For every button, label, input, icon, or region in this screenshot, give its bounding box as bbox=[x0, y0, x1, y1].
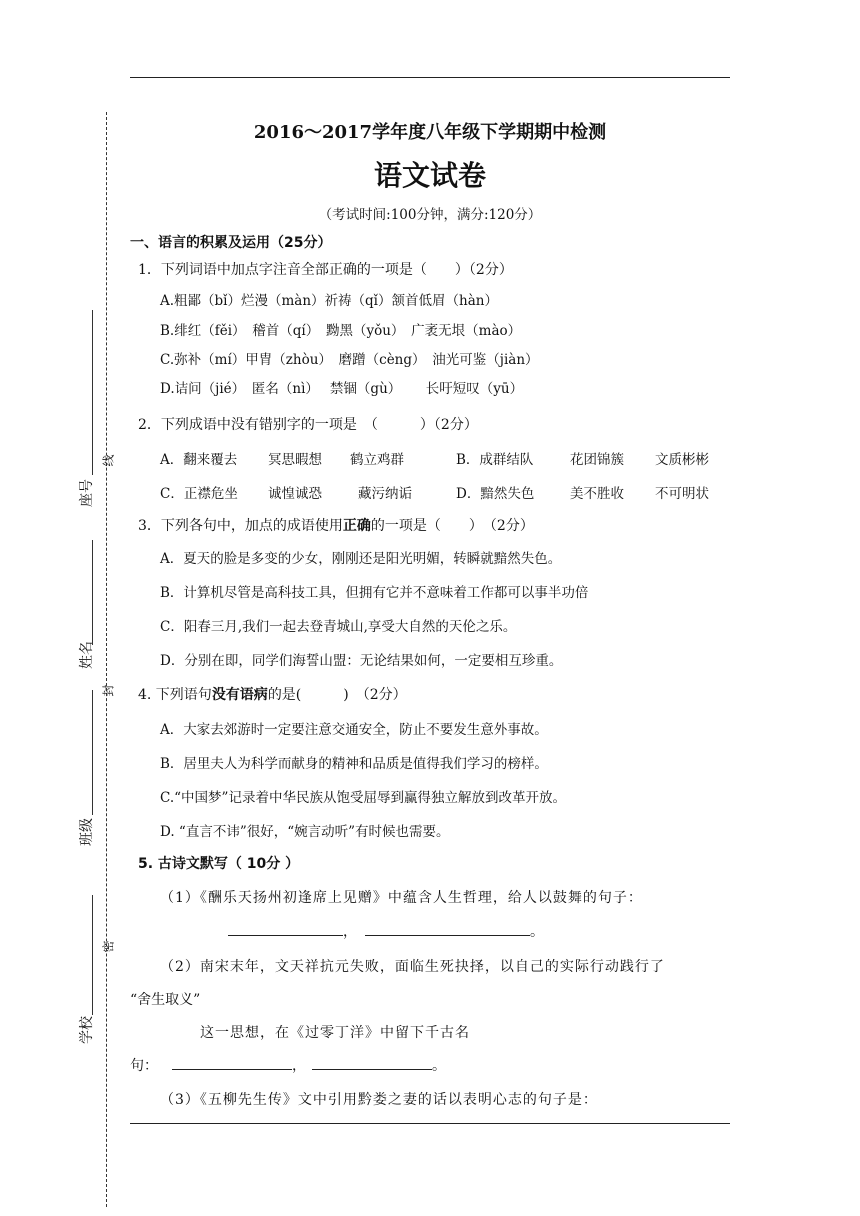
class-underline bbox=[92, 690, 93, 815]
q2-item: 冥思暇想 bbox=[268, 452, 322, 468]
answer-blank[interactable] bbox=[172, 1055, 292, 1070]
answer-blank[interactable] bbox=[365, 921, 530, 936]
q2-item: A．翻来覆去 bbox=[160, 452, 238, 468]
q5-part1-blanks: ， 。 bbox=[228, 921, 544, 941]
name-label: 姓名 bbox=[79, 641, 95, 669]
q2-item: D．黯然失色 bbox=[456, 486, 535, 502]
q1-stem: 1．下列词语中加点字注音全部正确的一项是（ ）（2分） bbox=[138, 262, 513, 278]
q1-option-c: C.弥补（mí）甲胄（zhòu） 磨蹭（cèng） 油光可鉴（jiàn） bbox=[160, 352, 539, 368]
q2-item: 鹤立鸡群 bbox=[350, 452, 404, 468]
q4-option-b: B．居里夫人为科学而献身的精神和品质是值得我们学习的榜样。 bbox=[160, 756, 548, 772]
school-underline bbox=[92, 895, 93, 1015]
q4-option-c: C.“中国梦”记录着中华民族从饱受屈辱到赢得独立解放到改革开放。 bbox=[160, 790, 566, 806]
q3-option-d: D．分别在即，同学们海誓山盟：无论结果如何，一定要相互珍重。 bbox=[160, 653, 563, 669]
q1-option-a: A.粗鄙（bǐ）烂漫（màn）祈祷（qǐ）颔首低眉（hàn） bbox=[160, 293, 498, 309]
seat-label: 座号 bbox=[79, 479, 95, 507]
bottom-rule bbox=[130, 1123, 730, 1124]
top-rule bbox=[130, 77, 730, 78]
q2-item: 诚惶诚恐 bbox=[268, 486, 322, 502]
q4-option-a: A．大家去郊游时一定要注意交通安全，防止不要发生意外事故。 bbox=[160, 722, 548, 738]
name-underline bbox=[92, 540, 93, 645]
exam-info: （考试时间:100分钟，满分:120分） bbox=[318, 207, 542, 223]
q2-stem: 2．下列成语中没有错别字的一项是 （ ）（2分） bbox=[138, 417, 478, 433]
answer-blank[interactable] bbox=[228, 921, 343, 936]
q5-part2-line1: （2）南宋末年，文天祥抗元失败，面临生死抉择，以自己的实际行动践行了 bbox=[160, 959, 665, 975]
q3-stem: 3．下列各句中，加点的成语使用正确的一项是（ ） （2分） bbox=[138, 518, 534, 534]
q5-part3: （3）《五柳先生传》文中引用黔娄之妻的话以表明心志的句子是： bbox=[160, 1092, 598, 1108]
school-label: 学校 bbox=[79, 1016, 95, 1044]
answer-blank[interactable] bbox=[312, 1055, 432, 1070]
q5-part2-line2: “舍生取义” bbox=[130, 992, 201, 1008]
paper-subtitle: 语文试卷 bbox=[373, 159, 486, 192]
q1-option-d: D.诘问（jié） 匿名（nì） 禁锢（gù） 长吁短叹（yū） bbox=[160, 381, 524, 397]
q2-item: 花团锦簇 bbox=[570, 452, 624, 468]
seal-mark: 封 bbox=[101, 684, 116, 697]
exam-title: 2016～2017学年度八年级下学期期中检测 bbox=[253, 122, 607, 143]
seat-underline bbox=[92, 310, 93, 475]
q1-option-b: B.绯红（fěi） 稽首（qí） 黝黑（yǒu） 广袤无垠（mào） bbox=[160, 323, 522, 339]
q5-stem: 5. 古诗文默写（ 10分 ） bbox=[138, 856, 300, 872]
q3-option-b: B．计算机尽管是高科技工具，但拥有它并不意味着工作都可以事半功倍 bbox=[160, 585, 589, 601]
q2-item: C．正襟危坐 bbox=[160, 486, 238, 502]
q2-item: B．成群结队 bbox=[456, 452, 534, 468]
q5-part1: （1）《酬乐天扬州初逢席上见赠》中蕴含人生哲理，给人以鼓舞的句子： bbox=[160, 890, 643, 906]
binding-dashed-line bbox=[106, 112, 107, 1207]
q2-item: 文质彬彬 bbox=[655, 452, 709, 468]
q4-option-d: D. “直言不讳”很好，“婉言动听”有时候也需要。 bbox=[160, 824, 450, 840]
q3-option-c: C．阳春三月,我们一起去登青城山,享受大自然的天伦之乐。 bbox=[160, 619, 517, 635]
q2-item: 不可明状 bbox=[655, 486, 709, 502]
q4-stem: 4. 下列语句没有语病的是( ) （2分） bbox=[138, 687, 407, 703]
section-title: 一、语言的积累及运用（25分） bbox=[130, 235, 332, 251]
q2-item: 美不胜收 bbox=[570, 486, 624, 502]
class-label: 班级 bbox=[79, 818, 95, 846]
q5-part2-line3: 这一思想，在《过零丁洋》中留下千古名 bbox=[200, 1025, 470, 1041]
q2-item: 藏污纳诟 bbox=[358, 486, 412, 502]
line-mark: 线 bbox=[101, 454, 116, 467]
q3-option-a: A．夏天的脸是多变的少女，刚刚还是阳光明媚，转瞬就黯然失色。 bbox=[160, 551, 562, 567]
secret-mark: 密 bbox=[101, 940, 116, 953]
q5-part2-line4: 句： ， 。 bbox=[130, 1055, 446, 1075]
